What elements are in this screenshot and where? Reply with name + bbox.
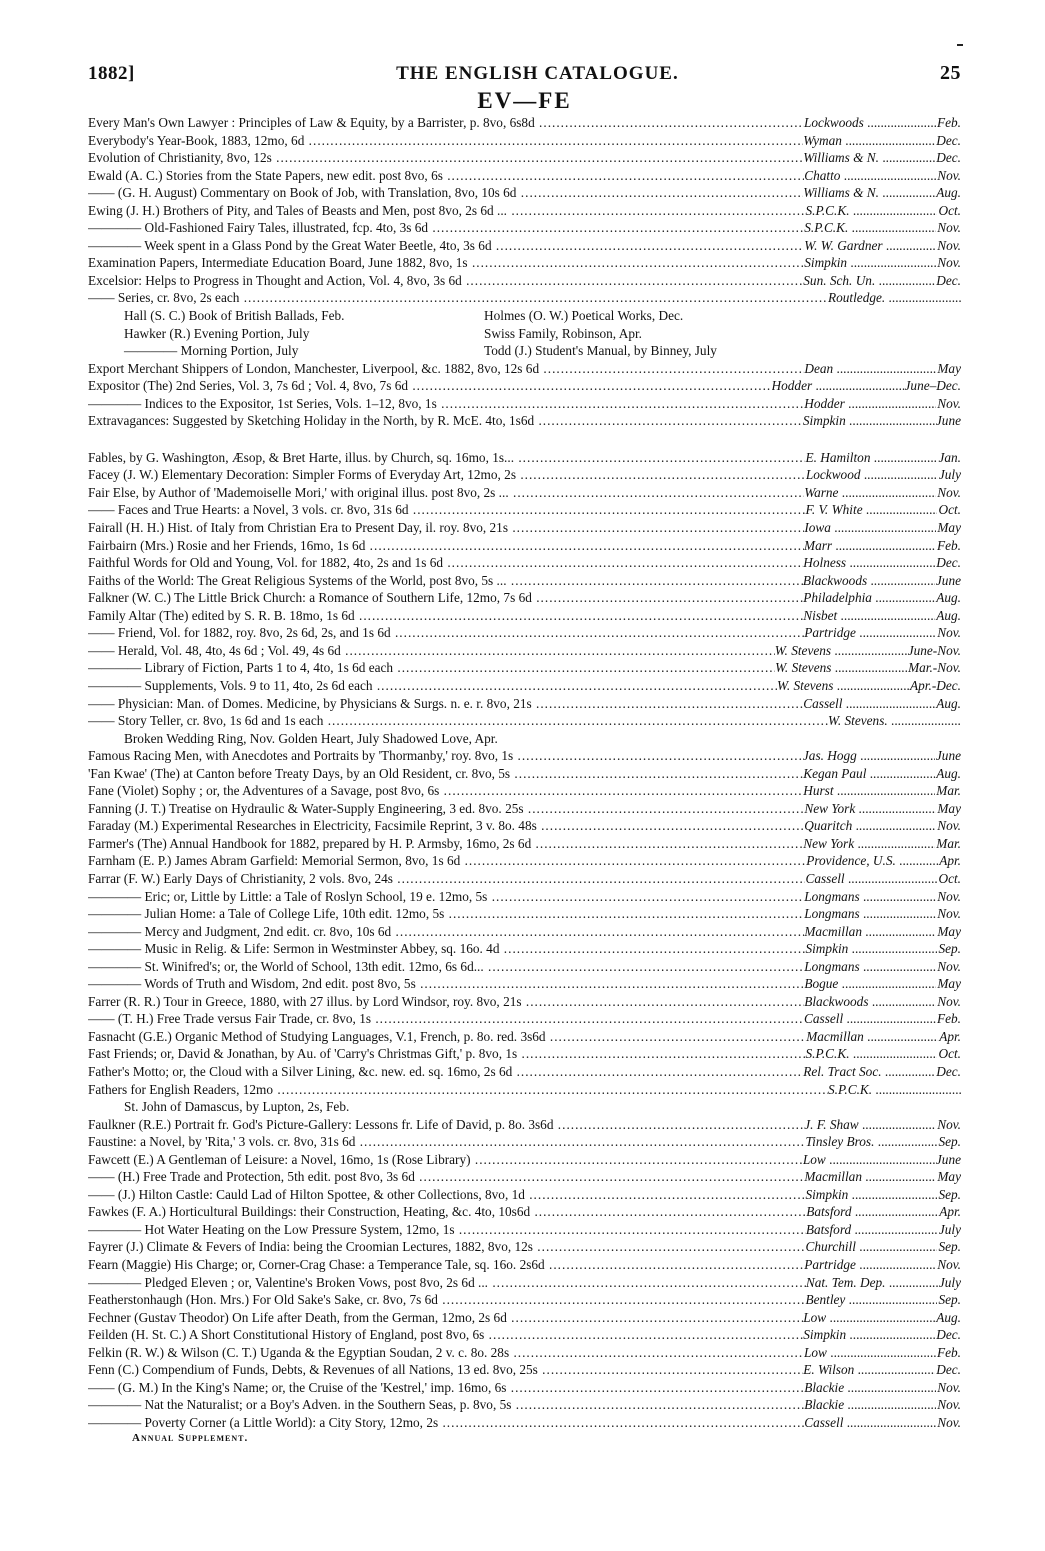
entry-date: Nov. — [937, 255, 961, 271]
catalogue-entry — [88, 184, 961, 202]
catalogue-entry — [88, 624, 961, 642]
entry-date: Nov. — [937, 1116, 961, 1132]
entry-description: Featherstonhaugh (Hon. Mrs.) For Old Sake's Sake, cr. 8vo, 7s 6d ..... — [88, 1291, 805, 1309]
entry-date: Feb. — [937, 537, 961, 553]
entry-date: Dec. — [936, 150, 961, 166]
entry-date: June — [935, 413, 961, 429]
entry-publisher: E. Wilson ..... — [803, 1361, 961, 1379]
entry-description: —— Series, cr. 8vo, 2s each ..... — [88, 289, 828, 307]
catalogue-entry — [88, 993, 961, 1011]
series-row — [88, 342, 961, 360]
entry-description: Falkner (W. C.) The Little Brick Church: a Romance of Southern Life, 12mo, 7s 6d ..... — [88, 589, 803, 607]
catalogue-entry — [88, 484, 961, 502]
entry-description: ———— Eric; or, Little by Little: a Tale of Roslyn School, 19 e. 12mo, 5s ..... — [88, 888, 804, 906]
entry-publisher: Batsford ..... — [806, 1221, 961, 1239]
series-item: Holmes (O. W.) Poetical Works, Dec. — [484, 308, 684, 324]
catalogue-entry — [88, 677, 961, 695]
catalogue-entry — [88, 272, 961, 290]
entry-date: July — [938, 1274, 961, 1290]
entry-description: ———— Indices to the Expositor, 1st Series, Vols. 1–12, 8vo, 1s ..... — [88, 395, 804, 413]
entry-description: Fane (Violet) Sophy ; or, the Adventures of a Savage, post 8vo, 6s ..... — [88, 782, 803, 800]
catalogue-entry — [88, 1045, 961, 1063]
entry-date: Sep. — [938, 1186, 961, 1202]
entry-description: —— (T. H.) Free Trade versus Fair Trade, cr. 8vo, 1s ..... — [88, 1010, 804, 1028]
entry-date: Mar. — [936, 835, 961, 851]
entry-description: ———— Library of Fiction, Parts 1 to 4, 4to, 1s 6d each ..... — [88, 659, 775, 677]
entry-description: Expositor (The) 2nd Series, Vol. 3, 7s 6d ; Vol. 4, 8vo, 7s 6d ..... — [88, 377, 772, 395]
entry-date: Nov. — [937, 1379, 961, 1395]
entry-date: Oct. — [938, 870, 961, 886]
entry-description: Extravagances: Suggested by Sketching Holiday in the North, by R. McE. 4to, 1s6d ..... — [88, 412, 803, 430]
entry-publisher: Kegan Paul ..... — [803, 765, 961, 783]
entry-description: —— (G. H. August) Commentary on Book of Job, with Translation, 8vo, 10s 6d ..... — [88, 184, 803, 202]
entry-description: Fenn (C.) Compendium of Funds, Debts, & Revenues of all Nations, 13 ed. 8vo, 25s ..... — [88, 1361, 803, 1379]
entry-description: ———— Poverty Corner (a Little World): a City Story, 12mo, 2s ..... — [88, 1414, 804, 1432]
catalogue-entry — [88, 817, 961, 835]
entry-date: Jan. — [938, 449, 961, 465]
entry-description: Fanning (J. T.) Treatise on Hydraulic & Water-Supply Engineering, 3 ed. 8vo. 25s ..... — [88, 800, 804, 818]
catalogue-entry — [88, 1010, 961, 1028]
catalogue-entry — [88, 940, 961, 958]
entry-description: ———— Nat the Naturalist; or a Boy's Adven. in the Southern Seas, p. 8vo, 5s ..... — [88, 1396, 804, 1414]
entries-group-ex — [88, 360, 961, 430]
catalogue-entry — [88, 449, 961, 467]
entry-publisher: Nisbet ..... — [803, 607, 961, 625]
running-head — [88, 62, 961, 86]
entry-date: Nov. — [937, 1257, 961, 1272]
entry-publisher: New York ..... — [803, 835, 961, 853]
entry-date: Sep. — [938, 1239, 961, 1255]
entry-publisher: Philadelphia ..... — [803, 589, 961, 607]
entry-description: Feilden (H. St. C.) A Short Constitutional History of England, post 8vo, 6s ..... — [88, 1326, 803, 1344]
entry-description: Farmer's (The) Annual Handbook for 1882, prepared by H. P. Armsby, 16mo, 2s 6d ..... — [88, 835, 803, 853]
catalogue-entry — [88, 589, 961, 607]
entries-group-fau — [88, 1116, 961, 1432]
catalogue-entry — [88, 572, 961, 590]
entry-date: Nov. — [937, 484, 961, 500]
entry-publisher: Lockwood ..... — [806, 466, 961, 484]
entry-publisher: E. Hamilton ..... — [805, 449, 961, 467]
catalogue-entry — [88, 1063, 961, 1081]
catalogue-entry — [88, 395, 961, 413]
entry-date: Nov. — [937, 888, 961, 904]
entry-publisher: Sun. Sch. Un. ..... — [803, 272, 961, 290]
entry-publisher: Cassell ..... — [803, 695, 961, 713]
entry-description: Fathers for English Readers, 12mo ..... — [88, 1081, 828, 1099]
entry-description: Faithful Words for Old and Young, Vol. for 1882, 4to, 2s and 1s 6d ..... — [88, 554, 803, 572]
entry-date: Aug. — [936, 185, 961, 201]
entry-publisher: Simpkin ..... — [805, 940, 961, 958]
entry-date: Nov. — [937, 818, 961, 834]
fathers-series: St. John of Damascus, by Lupton, 2s, Feb. — [124, 1099, 350, 1115]
catalogue-entry — [88, 975, 961, 993]
catalogue-entry — [88, 905, 961, 923]
catalogue-entry — [88, 114, 961, 132]
entry-publisher: S.P.C.K. ..... — [804, 219, 961, 237]
catalogue-entry — [88, 1274, 961, 1292]
entry-date: Feb. — [937, 1011, 961, 1027]
entry-description: ———— Words of Truth and Wisdom, 2nd edit. post 8vo, 5s ..... — [88, 975, 804, 993]
entry-description: ———— Julian Home: a Tale of College Life, 10th edit. 12mo, 5s ..... — [88, 905, 804, 923]
catalogue-entry — [88, 1326, 961, 1344]
entry-date: Nov. — [937, 906, 961, 922]
catalogue-entry — [88, 1081, 961, 1099]
catalogue-entry — [88, 519, 961, 537]
entry-description: Family Altar (The) edited by S. R. B. 18mo, 1s 6d ..... — [88, 607, 803, 625]
catalogue-entry — [88, 1203, 961, 1221]
entry-publisher: Blackwoods ..... — [804, 993, 961, 1011]
catalogue-entry — [88, 289, 961, 307]
entry-publisher: Cassell ..... — [804, 1414, 961, 1432]
entry-publisher: Nat. Tem. Dep. ..... — [806, 1274, 961, 1292]
entry-publisher: Churchill ..... — [805, 1238, 961, 1256]
story-teller-series: Broken Wedding Ring, Nov. Golden Heart, July Shadowed Love, Apr. — [124, 730, 498, 746]
entry-publisher: Chatto ..... — [804, 167, 961, 185]
entry-description: Fearn (Maggie) His Charge; or, Corner-Crag Chase: a Temperance Tale, sq. 16o. 2s6d ..... — [88, 1256, 804, 1274]
catalogue-entry — [88, 659, 961, 677]
catalogue-entry — [88, 501, 961, 519]
entry-publisher: F. V. White ..... — [805, 501, 961, 519]
catalogue-entry — [88, 1186, 961, 1204]
entry-description: Famous Racing Men, with Anecdotes and Portraits by 'Thormanby,' roy. 8vo, 1s ..... — [88, 747, 803, 765]
entry-date: Oct. — [938, 502, 961, 518]
entry-date: Dec. — [936, 1362, 961, 1378]
entry-description: Fechner (Gustav Theodor) On Life after Death, from the German, 12mo, 2s 6d ..... — [88, 1309, 803, 1327]
entry-date: Aug. — [936, 695, 961, 711]
entries-group-fam — [88, 747, 961, 1098]
entry-description: Fairall (H. H.) Hist. of Italy from Christian Era to Present Day, il. roy. 8vo, 21s ..... — [88, 519, 804, 537]
entry-date: Nov. — [937, 1397, 961, 1413]
entry-publisher: Simpkin ..... — [805, 1186, 961, 1204]
catalogue-entry — [88, 466, 961, 484]
entry-publisher: Warne ..... — [804, 484, 961, 502]
entry-date: July — [938, 467, 961, 483]
catalogue-entry — [88, 254, 961, 272]
entry-publisher: Partridge ..... — [804, 1256, 961, 1274]
entry-date: May — [937, 520, 961, 536]
page-number: 25 — [940, 62, 961, 84]
entry-date: May — [937, 800, 961, 816]
entry-publisher: Longmans ..... — [804, 888, 961, 906]
series-item: Swiss Family, Robinson, Apr. — [484, 325, 642, 341]
entry-description: Felkin (R. W.) & Wilson (C. T.) Uganda & the Egyptian Soudan, 2 v. c. 8o. 28s ..... — [88, 1344, 804, 1362]
series-item: Hawker (R.) Evening Portion, July — [124, 325, 310, 341]
catalogue-entry — [88, 958, 961, 976]
entry-date: Aug. — [936, 1309, 961, 1325]
entries-group-fa — [88, 449, 961, 730]
section-gap — [88, 430, 961, 449]
entry-date: Aug. — [936, 607, 961, 623]
entry-description: Fast Friends; or, David & Jonathan, by Au. of 'Carry's Christmas Gift,' p. 8vo, 1s ..... — [88, 1045, 805, 1063]
catalogue-entry — [88, 1414, 961, 1432]
entry-date: Nov. — [937, 167, 961, 183]
catalogue-entry — [88, 835, 961, 853]
catalogue-entry — [88, 870, 961, 888]
entry-publisher: S.P.C.K. ..... — [805, 202, 961, 220]
entry-description: ———— Supplements, Vols. 9 to 11, 4to, 2s 6d each ..... — [88, 677, 777, 695]
entry-description: —— (G. M.) In the King's Name; or, the Cruise of the 'Kestrel,' imp. 16mo, 6s ..... — [88, 1379, 804, 1397]
catalogue-entry — [88, 1256, 961, 1274]
catalogue-entry — [88, 923, 961, 941]
entry-date: June — [935, 1151, 961, 1167]
entry-date: Nov. — [937, 958, 961, 974]
entry-publisher: Providence, U.S. ..... — [806, 852, 961, 870]
catalogue-entry — [88, 554, 961, 572]
entry-description: Father's Motto; or, the Cloud with a Silver Lining, &c. new. ed. sq. 16mo, 2s 6d ..... — [88, 1063, 803, 1081]
entry-publisher: Low ..... — [803, 1309, 961, 1327]
entry-date: Nov. — [937, 625, 961, 641]
entry-publisher: Batsford ..... — [806, 1203, 961, 1221]
catalogue-entry — [88, 167, 961, 185]
entry-date: June-Nov. — [907, 642, 961, 658]
series-item: Hall (S. C.) Book of British Ballads, Feb. — [124, 308, 345, 324]
catalogue-entry — [88, 1309, 961, 1327]
entry-date: Nov. — [937, 237, 961, 253]
catalogue-entry — [88, 800, 961, 818]
catalogue-entry — [88, 412, 961, 430]
series-row — [88, 325, 961, 343]
entry-publisher: Rel. Tract Soc. ..... — [803, 1063, 961, 1081]
entry-publisher: Williams & N. ..... — [803, 184, 961, 202]
catalogue-entry — [88, 765, 961, 783]
catalogue-entry — [88, 1291, 961, 1309]
entry-publisher: Blackie ..... — [804, 1396, 961, 1414]
entry-description: Fayrer (J.) Climate & Fevers of India: being the Croomian Lectures, 1882, 8vo, 12s ..... — [88, 1238, 805, 1256]
entry-publisher: Iowa ..... — [804, 519, 961, 537]
entry-publisher: W. W. Gardner ..... — [804, 237, 961, 255]
entry-description: Ewald (A. C.) Stories from the State Papers, new edit. post 8vo, 6s ..... — [88, 167, 804, 185]
catalogue-entry — [88, 607, 961, 625]
entry-description: Farnham (E. P.) James Abram Garfield: Memorial Sermon, 8vo, 1s 6d ..... — [88, 852, 806, 870]
entry-date: Feb. — [937, 115, 961, 130]
entry-description: Faiths of the World: The Great Religious Systems of the World, post 8vo, 5s ... ..... — [88, 572, 803, 590]
entry-publisher: Dean ..... — [804, 360, 961, 378]
entry-publisher: W. Stevens. ..... — [828, 712, 961, 730]
entry-publisher: Simpkin ..... — [804, 254, 961, 272]
entry-description: Fawkes (F. A.) Horticultural Buildings: their Construction, Heating, &c. 4to, 10s6d ..... — [88, 1203, 806, 1221]
catalogue-entry — [88, 1221, 961, 1239]
entry-description: Faustine: a Novel, by 'Rita,' 3 vols. cr. 8vo, 31s 6d ..... — [88, 1133, 805, 1151]
entry-description: Everybody's Year-Book, 1883, 12mo, 6d ..... — [88, 132, 803, 150]
catalogue-entry — [88, 1361, 961, 1379]
entry-description: —— (H.) Free Trade and Protection, 5th edit. post 8vo, 3s 6d ..... — [88, 1168, 804, 1186]
entry-publisher: Blackwoods ..... — [803, 572, 961, 590]
catalogue-entry — [88, 1396, 961, 1414]
entry-description: —— (J.) Hilton Castle: Cauld Lad of Hilton Spottee, & other Collections, 8vo, 1d ..... — [88, 1186, 805, 1204]
entry-date: Dec. — [936, 1327, 961, 1343]
catalogue-entry — [88, 1238, 961, 1256]
entry-description: ———— Mercy and Judgment, 2nd edit. cr. 8vo, 10s 6d ..... — [88, 923, 804, 941]
entry-date: May — [937, 1169, 961, 1185]
entry-description: Examination Papers, Intermediate Education Board, June 1882, 8vo, 1s ..... — [88, 254, 804, 272]
catalogue-entry — [88, 1116, 961, 1134]
entry-publisher: Marr ..... — [804, 537, 961, 555]
entry-date: Apr. — [939, 1204, 961, 1220]
entry-publisher: S.P.C.K. ..... — [805, 1045, 961, 1063]
entry-description: Farrer (R. R.) Tour in Greece, 1880, with 27 illus. by Lord Windsor, roy. 8vo, 21s ..... — [88, 993, 804, 1011]
entry-date: Apr. — [939, 853, 961, 869]
entry-date: Sep. — [938, 941, 961, 957]
entry-description: ———— Pledged Eleven ; or, Valentine's Broken Vows, post 8vo, 2s 6d ... ..... — [88, 1274, 806, 1292]
entry-description: ———— St. Winifred's; or, the World of School, 13th edit. 12mo, 6s 6d... ..... — [88, 958, 804, 976]
entry-publisher: Partridge ..... — [804, 624, 961, 642]
catalogue-entry — [88, 1133, 961, 1151]
entry-publisher: Wyman ..... — [803, 132, 961, 150]
entry-publisher: Holness ..... — [803, 554, 961, 572]
entry-date: Nov. — [937, 395, 961, 411]
catalogue-entry — [88, 1344, 961, 1362]
entry-publisher: Quaritch ..... — [804, 817, 961, 835]
entry-date: Dec. — [936, 272, 961, 288]
catalogue-entry — [88, 747, 961, 765]
catalogue-entry — [88, 852, 961, 870]
catalogue-entry — [88, 1379, 961, 1397]
entry-date: June — [935, 572, 961, 588]
section-heading: EV—FE — [477, 88, 572, 113]
entry-description: 'Fan Kwae' (The) at Canton before Treaty Days, by an Old Resident, cr. 8vo, 5s ..... — [88, 765, 803, 783]
entry-date: Sep. — [938, 1134, 961, 1150]
entry-publisher: Routledge. ..... — [828, 289, 961, 307]
entry-date: Dec. — [936, 132, 961, 148]
entry-date: Dec. — [936, 555, 961, 571]
entry-publisher: Williams & N. ..... — [803, 149, 961, 167]
entry-description: Faulkner (R.E.) Portrait fr. God's Picture-Gallery: Lessons fr. Life of David, p. 8o. 3s6d ..... — [88, 1116, 804, 1134]
entry-description: Fables, by G. Washington, Æsop, & Bret Harte, illus. by Church, sq. 16mo, 1s... ..... — [88, 449, 805, 467]
catalogue-entry — [88, 377, 961, 395]
entry-publisher: Hodder ..... — [772, 377, 954, 395]
catalogue-entry — [88, 1168, 961, 1186]
entry-description: Fasnacht (G.E.) Organic Method of Studying Languages, V.1, French, p. 8o. red. 3s6d ..... — [88, 1028, 806, 1046]
entry-publisher: J. F. Shaw ..... — [804, 1116, 961, 1134]
catalogue-entry — [88, 149, 961, 167]
entry-publisher: Bogue ..... — [804, 975, 961, 993]
entry-description: Fawcett (E.) A Gentleman of Leisure: a Novel, 16mo, 1s (Rose Library) ..... — [88, 1151, 803, 1169]
header-year: 1882] — [88, 63, 135, 84]
entry-description: Evolution of Christianity, 8vo, 12s ..... — [88, 149, 803, 167]
entry-date: May — [937, 976, 961, 992]
catalogue-entry — [88, 1028, 961, 1046]
entry-description: ———— Week spent in a Glass Pond by the Great Water Beetle, 4to, 3s 6d ..... — [88, 237, 804, 255]
catalogue-entry — [88, 782, 961, 800]
entry-date: Oct. — [938, 202, 961, 218]
entry-date: June–Dec. — [904, 378, 961, 394]
catalogue-entry — [88, 695, 961, 713]
entry-publisher: Tinsley Bros. ..... — [805, 1133, 961, 1151]
series-item: ———— Morning Portion, July — [124, 343, 299, 359]
entry-publisher: Hurst ..... — [803, 782, 961, 800]
entry-date: June — [935, 748, 961, 764]
entry-description: —— Physician: Man. of Domes. Medicine, by Physicians & Surgs. n. e. r. 8vo, 21s ..... — [88, 695, 803, 713]
entry-description: Export Merchant Shippers of London, Manchester, Liverpool, &c. 1882, 8vo, 12s 6d ..... — [88, 360, 804, 378]
entry-date: Dec. — [936, 1063, 961, 1079]
entry-publisher: Cassell ..... — [805, 870, 961, 888]
catalogue-entry — [88, 642, 961, 660]
entry-description: ———— Hot Water Heating on the Low Pressure System, 12mo, 1s ..... — [88, 1221, 806, 1239]
catalogue-entry — [88, 132, 961, 150]
entry-date: Aug. — [936, 590, 961, 606]
catalogue-entry — [88, 537, 961, 555]
entry-description: —— Story Teller, cr. 8vo, 1s 6d and 1s each ..... — [88, 712, 828, 730]
entry-publisher: New York ..... — [804, 800, 961, 818]
catalogue-entry — [88, 237, 961, 255]
catalogue-entry — [88, 1151, 961, 1169]
header-title: THE ENGLISH CATALOGUE. — [396, 63, 679, 84]
entry-publisher: Macmillan ..... — [806, 1028, 961, 1046]
entry-publisher: Jas. Hogg ..... — [803, 747, 961, 765]
series-row — [88, 307, 961, 325]
entry-date: Mar. — [936, 783, 961, 799]
entry-publisher: W. Stevens ..... — [775, 659, 957, 677]
entry-publisher: Cassell ..... — [804, 1010, 961, 1028]
excelsior-series-list — [88, 307, 961, 360]
entry-date: Sep. — [938, 1292, 961, 1308]
entries-group-ev — [88, 114, 961, 307]
entry-description: —— Faces and True Hearts: a Novel, 3 vols. cr. 8vo, 31s 6d ..... — [88, 501, 805, 519]
catalogue-entry — [88, 360, 961, 378]
entry-description: Every Man's Own Lawyer : Principles of Law & Equity, by a Barrister, p. 8vo, 6s8d ..... — [88, 114, 804, 132]
entry-description: ———— Music in Relig. & Life: Sermon in Westminster Abbey, sq. 16o. 4d ..... — [88, 940, 805, 958]
entry-publisher: Macmillan ..... — [804, 923, 961, 941]
entry-date: Oct. — [938, 1046, 961, 1062]
entry-description: Facey (J. W.) Elementary Decoration: Simpler Forms of Everyday Art, 12mo, 2s ..... — [88, 466, 806, 484]
catalogue-entry — [88, 219, 961, 237]
entry-description: Farrar (F. W.) Early Days of Christianity, 2 vols. 8vo, 24s ..... — [88, 870, 805, 888]
entry-date: July — [938, 1221, 961, 1237]
entry-publisher: Lockwoods ..... — [804, 114, 961, 132]
entry-description: Fairbairn (Mrs.) Rosie and her Friends, 16mo, 1s 6d ..... — [88, 537, 804, 555]
entry-publisher: Hodder ..... — [804, 395, 961, 413]
entry-date: May — [937, 360, 961, 376]
entry-publisher: W. Stevens ..... — [775, 642, 957, 660]
entry-date: Apr. — [939, 1028, 961, 1044]
entry-publisher: W. Stevens ..... — [777, 677, 959, 695]
series-item: Todd (J.) Student's Manual, by Binney, July — [484, 343, 717, 359]
entry-date: Apr.-Dec. — [910, 677, 961, 693]
catalogue-entry — [88, 202, 961, 220]
entry-date: Aug. — [936, 765, 961, 781]
entry-description: Excelsior: Helps to Progress in Thought and Action, Vol. 4, 8vo, 3s 6d ..... — [88, 272, 803, 290]
entry-publisher: Blackie ..... — [804, 1379, 961, 1397]
entry-publisher: Simpkin ..... — [803, 412, 961, 430]
entry-publisher: Low ..... — [804, 1344, 961, 1362]
entry-description: Ewing (J. H.) Brothers of Pity, and Tales of Beasts and Men, post 8vo, 2s 6d ... ..... — [88, 202, 805, 220]
entry-publisher: Longmans ..... — [804, 958, 961, 976]
entry-description: —— Friend, Vol. for 1882, roy. 8vo, 2s 6d, 2s, and 1s 6d ..... — [88, 624, 804, 642]
entry-description: ———— Old-Fashioned Fairy Tales, illustrated, fcp. 4to, 3s 6d ..... — [88, 219, 804, 237]
catalogue-entry — [88, 712, 961, 730]
entry-publisher: Macmillan ..... — [804, 1168, 961, 1186]
entry-date: Mar.-Nov. — [908, 660, 961, 676]
catalogue-entry — [88, 888, 961, 906]
entry-publisher: S.P.C.K. ..... — [828, 1081, 961, 1099]
entry-date: Nov. — [937, 1414, 961, 1430]
entry-description: Fair Else, by Author of 'Mademoiselle Mori,' with original illus. post 8vo, 2s ... ..... — [88, 484, 804, 502]
entry-date: Feb. — [937, 1344, 961, 1360]
entry-date: May — [937, 923, 961, 939]
entry-publisher: Simpkin ..... — [803, 1326, 961, 1344]
entry-publisher: Low ..... — [803, 1151, 961, 1169]
entry-publisher: Bentley ..... — [805, 1291, 961, 1309]
entry-description: —— Herald, Vol. 48, 4to, 4s 6d ; Vol. 49, 4s 6d ..... — [88, 642, 775, 660]
entry-date: Nov. — [937, 220, 961, 236]
footer-signature: Annual Supplement. — [132, 1432, 249, 1445]
entry-description: Faraday (M.) Experimental Researches in Electricity, Facsimile Reprint, 3 v. 8o. 48s ..... — [88, 817, 804, 835]
entry-publisher: Longmans ..... — [804, 905, 961, 923]
catalogue-entries — [88, 114, 961, 1431]
page-mark — [957, 44, 963, 46]
entry-date: Nov. — [937, 993, 961, 1009]
